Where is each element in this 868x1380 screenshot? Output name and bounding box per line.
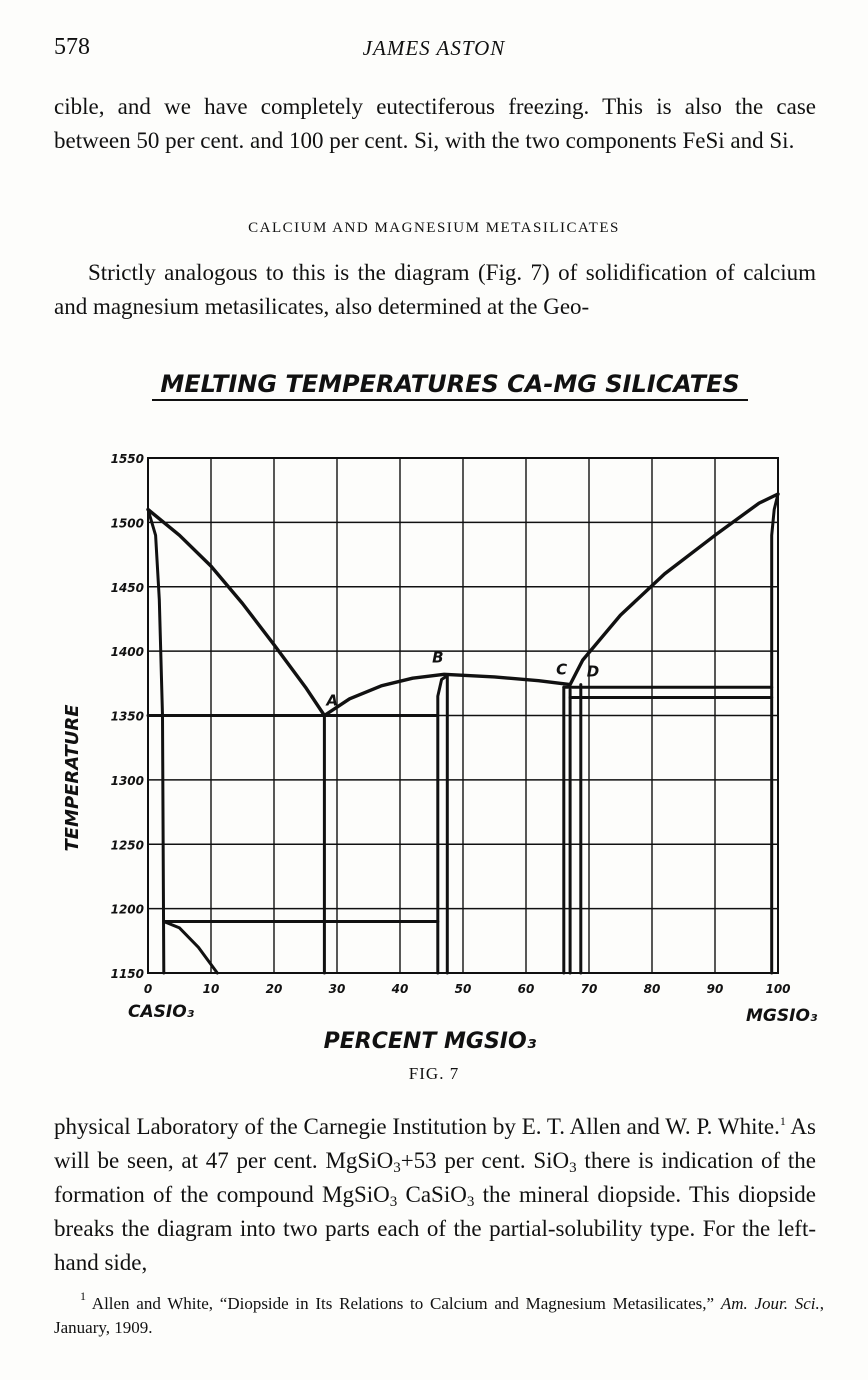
p3-d: there is indication of the formation of the compound MgSiO [54,1148,817,1207]
x-tick-label: 90 [706,982,724,996]
section-heading: CALCIUM AND MAGNESIUM METASILICATES [248,220,620,236]
y-tick-labels [111,452,144,981]
phase-diagram [40,360,820,1060]
p3-f: the mineral diopside. This diopside breaks the diagram into two parts each of the partial-solubility type. For the left-hand side, [54,1182,817,1275]
x-tick-label: 0 [143,982,153,996]
y-tick-label: 1500 [110,516,144,531]
x-tick-label: 60 [517,982,535,996]
y-tick-label: 1400 [110,645,144,660]
point-label-a: A [326,691,339,710]
p3-c: +53 per cent. SiO [400,1148,570,1173]
footnote-ref: 1 [779,1114,786,1128]
casio3-end-label: CASIO₃ [128,1002,195,1022]
x-tick-label: 50 [454,982,472,996]
paragraph-2-text: Strictly analogous to this is the diagram (Fig. 7) of solidification of calcium and magnesium metasilicates, also determined at the Geo- [54,260,816,319]
footnote-mark: 1 [80,1289,86,1303]
x-tick-label: 20 [265,982,283,996]
phase-curve-solvus [438,676,448,973]
footnote [54,1289,824,1340]
p3-e: CaSiO [397,1182,467,1207]
y-axis-label: TEMPERATURE [62,704,83,852]
phase-curve-solvus [164,922,218,974]
footnote-journal: Am. Jour. Sci. [720,1294,820,1313]
p3-b-sub: 3 [393,1160,401,1176]
p3-a: physical Laboratory of the Carnegie Institution by E. T. Allen and W. P. White. [54,1114,780,1139]
x-tick-label: 100 [765,982,791,996]
x-tick-label: 40 [391,982,409,996]
p3-d-sub: 3 [389,1194,398,1210]
p3-b: As will be seen, at 47 per cent. MgSiO [54,1114,816,1173]
point-labels [325,648,599,709]
x-tick-label: 30 [328,982,346,996]
figure-caption: FIG. 7 [408,1064,460,1083]
point-label-d: D [586,662,600,681]
y-tick-label: 1450 [110,580,144,595]
phase-curve-solidus [148,510,164,974]
paragraph-3 [54,1110,816,1280]
mgsio3-end-label: MGSIO₃ [746,1006,818,1026]
y-tick-label: 1200 [110,902,144,917]
point-label-b: B [432,648,444,667]
paragraph-2 [54,256,816,324]
x-tick-labels [144,982,791,996]
p3-e-sub: 3 [466,1194,475,1210]
footnote-b: , January, 1909. [54,1294,824,1337]
x-tick-label: 80 [643,982,661,996]
y-tick-label: 1250 [110,838,144,853]
figure-title: MELTING TEMPERATURES CA-MG SILICATES [160,370,740,398]
p3-c-sub: 3 [569,1160,577,1176]
page-number: 578 [54,34,90,60]
running-head: JAMES ASTON [362,36,506,60]
x-tick-label: 70 [580,982,598,996]
footnote-a: Allen and White, “Diopside in Its Relations to Calcium and Magnesium Metasilicates,” [86,1294,721,1313]
y-tick-label: 1350 [110,709,144,724]
y-tick-label: 1150 [110,967,144,981]
point-label-c: C [556,660,568,679]
x-tick-label: 10 [202,982,220,996]
y-tick-label: 1550 [110,452,144,466]
x-axis-label: PERCENT MGSIO₃ [323,1029,537,1054]
paragraph-1: cible, and we have completely eutectiferous freezing. This is also the case between 50 per cent. and 100 per cent. Si, with the two components FeSi and Si. [54,94,816,153]
y-tick-label: 1300 [110,773,144,788]
